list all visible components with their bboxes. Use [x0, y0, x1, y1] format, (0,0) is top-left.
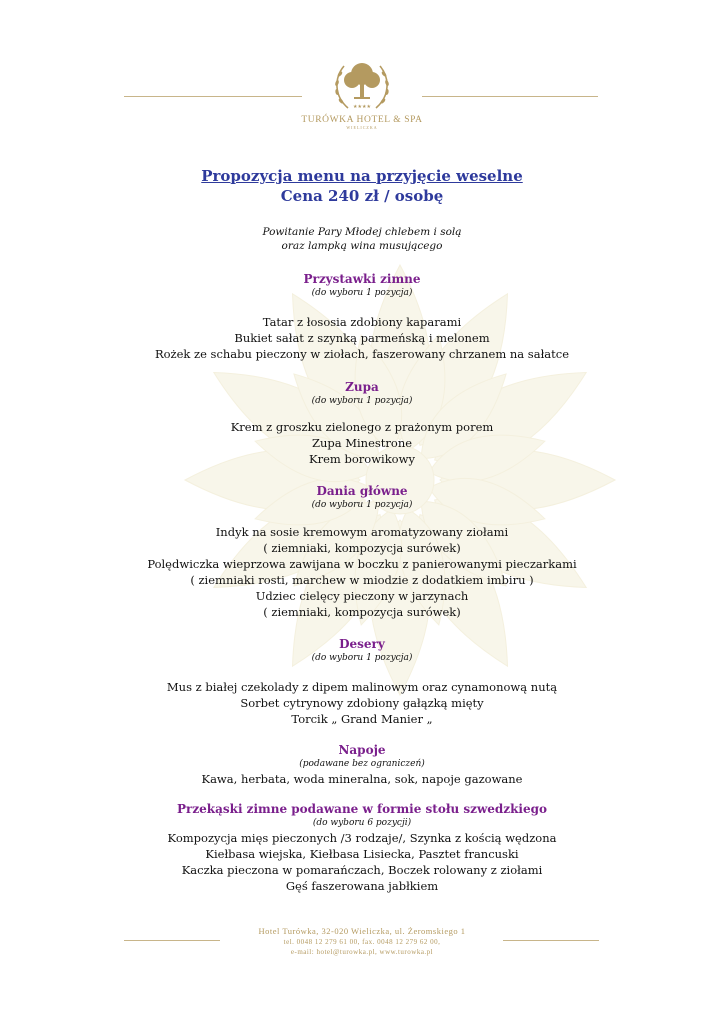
oak-tree-wreath-icon: [330, 56, 394, 114]
menu-item: Zupa Minestrone: [311, 436, 413, 450]
menu-item: Indyk na sosie kremowym aromatyzowany ziołami: [215, 525, 509, 539]
svg-text:★★★★: ★★★★: [353, 104, 371, 110]
menu-item: Gęś faszerowana jabłkiem: [285, 879, 439, 893]
menu-item: Bukiet sałat z szynką parmeńską i melonem: [234, 331, 490, 345]
section-cold-buffet: [0, 801, 724, 894]
footer-email: e-mail: hotel@turowka.pl, www.turowka.pl: [290, 948, 434, 956]
header-rule-left: [124, 96, 302, 97]
page-title: Propozycja menu na przyjęcie weselne: [201, 167, 523, 185]
section-title: Desery: [339, 637, 385, 651]
menu-content: [0, 166, 724, 894]
menu-item: ( ziemniaki, kompozycja surówek): [263, 605, 461, 619]
section-main-courses: [0, 483, 724, 620]
menu-item: Polędwiczka wieprzowa zawijana w boczku z panierowanymi pieczarkami: [147, 557, 577, 571]
section-drinks: [0, 742, 724, 787]
menu-item: Udziec cielęcy pieczony w jarzynach: [255, 589, 469, 603]
hotel-logo: [300, 56, 424, 136]
section-note: (do wyboru 1 pozycja): [311, 653, 413, 663]
footer-address: Hotel Turówka, 32-020 Wieliczka, ul. Żeromskiego 1: [258, 926, 466, 936]
menu-item: Kaczka pieczona w pomarańczach, Boczek rolowany z ziołami: [181, 863, 543, 877]
logo-name: TURÓWKA HOTEL & SPA: [301, 115, 423, 125]
section-note: (do wyboru 1 pozycja): [311, 396, 413, 406]
intro-line: Powitanie Pary Młodej chlebem i solą: [262, 226, 462, 238]
section-soup: [0, 379, 724, 467]
menu-item: ( ziemniaki rosti, marchew w miodzie z dodatkiem imbiru ): [190, 573, 534, 587]
header-rule-right: [422, 96, 598, 97]
section-title: Napoje: [338, 743, 386, 757]
section-note: (do wyboru 1 pozycja): [311, 288, 413, 298]
intro-line: oraz lampką wina musującego: [281, 240, 443, 252]
menu-item: Torcik „ Grand Manier „: [291, 712, 433, 726]
logo-subtitle: WIELICZKA: [346, 125, 378, 130]
section-title: Dania główne: [316, 484, 408, 498]
menu-item: Krem borowikowy: [309, 452, 415, 466]
section-note: (do wyboru 6 pozycji): [312, 818, 412, 828]
menu-item: Tatar z łososia zdobiony kaparami: [262, 315, 462, 329]
menu-item: Kawa, herbata, woda mineralna, sok, napoje gazowane: [201, 772, 523, 786]
menu-item: Kompozycja mięs pieczonych /3 rodzaje/, Szynka z kością wędzona: [167, 831, 557, 845]
section-title: Zupa: [345, 380, 379, 394]
menu-item: Sorbet cytrynowy zdobiony gałązką mięty: [240, 696, 484, 710]
section-desserts: [0, 636, 724, 727]
section-cold-starters: [0, 271, 724, 362]
section-note: (podawane bez ograniczeń): [299, 759, 425, 769]
footer-phone: tel. 0048 12 279 61 00, fax. 0048 12 279 62 00,: [283, 938, 441, 946]
menu-item: Kiełbasa wiejska, Kiełbasa Lisiecka, Pasztet francuski: [205, 847, 519, 861]
price-line: Cena 240 zł / osobę: [280, 187, 444, 205]
section-title: Przekąski zimne podawane w formie stołu szwedzkiego: [176, 802, 548, 816]
section-note: (do wyboru 1 pozycja): [311, 500, 413, 510]
section-title: Przystawki zimne: [303, 272, 421, 286]
menu-item: ( ziemniaki, kompozycja surówek): [263, 541, 461, 555]
footer-contact: [0, 926, 724, 957]
menu-item: Krem z groszku zielonego z prażonym porem: [230, 420, 494, 434]
menu-item: Mus z białej czekolady z dipem malinowym oraz cynamonową nutą: [166, 680, 558, 694]
menu-item: Rożek ze schabu pieczony w ziołach, faszerowany chrzanem na sałatce: [154, 347, 570, 361]
